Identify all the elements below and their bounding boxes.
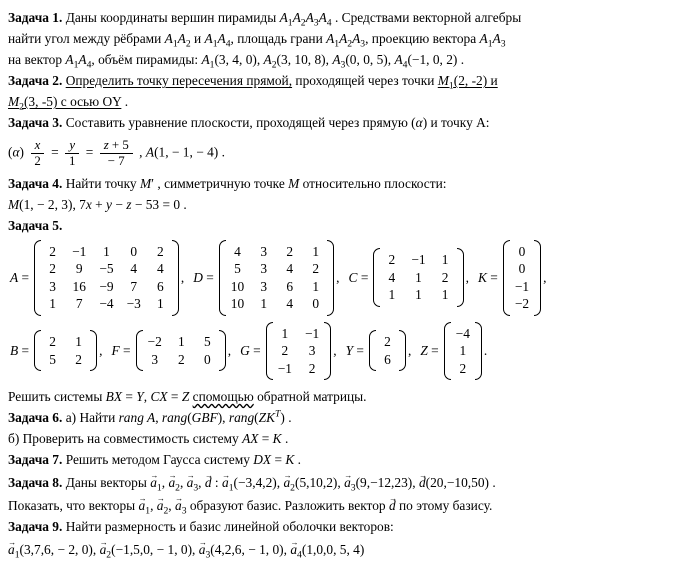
- task9-line2: → $a_1(3,7,6$, − 2, 0), → $a_2(-1,5,0$, − 1, 0), → $a_3(4,2,6$, − 1, 0), → $a_4(1,0,0$, 5, 4): [8, 537, 665, 560]
- task6-line2: б) Проверить на совместимость систему AX = K .: [8, 431, 289, 447]
- task3-formula: (α) $\frac{x}{2}$ = $\frac{y}{1}$ = $\frac{z + 5}{- 7}$ , A(1, − 1, − 4) .: [8, 138, 225, 168]
- matrix-cell: −2: [514, 296, 530, 312]
- matrix-cell: 1: [459, 343, 467, 359]
- matrix-separator: ,: [407, 342, 412, 358]
- paren-right: [324, 322, 331, 381]
- matrix-A: [8, 240, 191, 316]
- matrix-cell: 2: [49, 334, 56, 350]
- matrix-cell: 1: [49, 296, 56, 312]
- matrix-cell: 7: [75, 296, 83, 312]
- matrix-separator: ,: [227, 342, 232, 358]
- matrix-cell: 9: [75, 261, 83, 277]
- vector-arrow: → d: [419, 470, 426, 493]
- task2-line1: Задача 2. Определить точку пересечения прямой, проходящей через точки $M_1(2$, -2) и: [8, 73, 498, 92]
- matrix-Y: [344, 330, 419, 371]
- matrix-cell: 2: [384, 334, 391, 350]
- matrix-cell: −3: [126, 296, 141, 312]
- matrix-cell: 3: [260, 243, 268, 259]
- paren-right: [172, 240, 179, 316]
- matrix-cell: 10: [230, 296, 245, 312]
- matrix-cell: 4: [156, 261, 164, 277]
- matrix-cell: −1: [72, 243, 87, 259]
- vector-arrow: → a: [187, 470, 194, 493]
- task3-line1: Задача 3. Составить уравнение плоскости, проходящей через прямую (α) и точку А:: [8, 115, 490, 130]
- matrix-cell: 1: [388, 287, 396, 303]
- matrix-cell: 5: [49, 351, 56, 367]
- fraction: $\frac{z + 5}{- 7}$: [100, 138, 133, 169]
- matrix-cell: 1: [260, 296, 268, 312]
- vector-arrow: → a: [8, 537, 15, 560]
- matrix-label: G =: [240, 342, 261, 358]
- matrix-cell: −4: [455, 325, 470, 341]
- matrix-cell: 3: [260, 261, 268, 277]
- matrix-separator: ,: [465, 269, 469, 285]
- matrix-cell: 3: [151, 351, 159, 367]
- matrix-separator: ,: [99, 342, 103, 358]
- task8-line2: Показать, что векторы → $a_1$, → $a_2$, → $a_3$ образуют базис. Разложить вектор → d по этому базису.: [8, 493, 665, 516]
- matrix-cell: −9: [99, 278, 114, 294]
- matrix-label: F =: [111, 342, 131, 358]
- paren-right: [219, 330, 226, 371]
- matrix-cell: 6: [156, 278, 164, 294]
- paren-left: [503, 240, 510, 316]
- paren-right: [475, 322, 482, 381]
- matrix-cell: 0: [518, 243, 526, 259]
- paren-left: [219, 240, 226, 316]
- matrix-separator: ,: [333, 342, 337, 358]
- matrix-cell: 16: [72, 278, 86, 294]
- matrix-Z: [418, 322, 494, 381]
- vector-arrow: → a: [157, 493, 164, 516]
- matrix-cell: −1: [411, 252, 426, 268]
- matrix-cell: 7: [130, 278, 138, 294]
- matrix-cell: 2: [177, 351, 185, 367]
- matrix-F: [109, 330, 238, 371]
- task4-line1: Задача 4. Найти точку M′ , симметричную точке M относительно плоскости:: [8, 175, 447, 191]
- matrix-cell: 4: [286, 261, 294, 277]
- matrix-cell: 2: [49, 243, 56, 259]
- matrix-cell: 1: [441, 252, 449, 268]
- matrix-cell: 5: [203, 334, 211, 350]
- matrix-cell: 2: [49, 261, 56, 277]
- matrix-cell: 0: [312, 296, 320, 312]
- matrix-cell: 2: [75, 351, 82, 367]
- vector-arrow: → d: [389, 493, 396, 516]
- matrix-cell: 1: [281, 325, 289, 341]
- matrix-cell: 2: [441, 269, 449, 285]
- paren-left: [369, 330, 376, 371]
- task1-line3: на вектор $A_1A_4$, объём пирамиды: $A_1(3$, 4, 0), $A_2(3$, 10, 8), $A_3(0$, 0, 5), $A_4(-1$, 0, 2) .: [8, 52, 465, 71]
- matrix-cell: 6: [286, 278, 294, 294]
- matrix-cell: 2: [281, 343, 289, 359]
- matrix-K: [476, 240, 553, 316]
- matrix-cell: −1: [304, 325, 320, 341]
- paren-left: [34, 330, 41, 371]
- paren-right: [399, 330, 406, 371]
- matrix-cell: −1: [514, 278, 530, 294]
- matrix-cell: 1: [312, 278, 320, 294]
- matrix-cell: 2: [286, 243, 294, 259]
- matrix-B: [8, 330, 109, 371]
- paren-left: [34, 240, 41, 316]
- matrix-label: D =: [193, 269, 214, 285]
- matrix-label: C =: [348, 269, 369, 285]
- matrix-cell: 2: [308, 360, 316, 376]
- vector-arrow: → a: [139, 493, 146, 516]
- task5-label: Задача 5.: [8, 217, 63, 233]
- matrix-cell: 4: [286, 296, 294, 312]
- matrix-cell: 1: [75, 334, 82, 350]
- matrix-cell: 2: [388, 252, 396, 268]
- paren-right: [327, 240, 334, 316]
- matrix-cell: −4: [99, 296, 114, 312]
- matrix-cell: 0: [203, 351, 211, 367]
- matrix-label: Y =: [345, 342, 364, 358]
- vector-arrow: → d: [205, 470, 212, 493]
- matrix-cell: −2: [147, 334, 162, 350]
- matrix-D: [191, 240, 346, 316]
- fraction: $\frac{x}{2}$: [30, 138, 44, 169]
- vector-arrow: → a: [175, 493, 182, 516]
- fraction: $\frac{y}{1}$: [65, 138, 79, 169]
- vector-arrow: → a: [150, 470, 157, 493]
- matrix-cell: 4: [130, 261, 138, 277]
- task5-matrix-row-1: [8, 240, 665, 316]
- matrix-cell: 1: [177, 334, 185, 350]
- paren-right: [457, 248, 464, 307]
- vector-arrow: → a: [100, 537, 107, 560]
- matrix-G: [238, 322, 343, 381]
- paren-left: [444, 322, 451, 381]
- matrix-cell: 2: [156, 243, 164, 259]
- matrix-cell: −1: [277, 360, 292, 376]
- matrix-C: [347, 248, 476, 307]
- matrix-cell: 10: [230, 278, 245, 294]
- matrix-cell: 0: [130, 243, 138, 259]
- matrix-cell: 1: [441, 287, 449, 303]
- matrix-separator: ,: [336, 269, 340, 285]
- vector-arrow: → a: [222, 470, 229, 493]
- matrix-cell: 1: [156, 296, 164, 312]
- matrix-separator: ,: [180, 269, 185, 285]
- matrix-cell: 1: [415, 269, 422, 285]
- task5-solve-line: Решить системы BX = Y, CX = Z спомощью обратной матрицы.: [8, 389, 367, 405]
- matrix-cell: 3: [260, 278, 268, 294]
- matrix-cell: 0: [518, 261, 526, 277]
- task1-line2: найти угол между рёбрами $A_1A_2$ и $A_1A_4$, площадь грани $A_1A_2A_3$, проекцию вектора $A_1A_3$: [8, 31, 506, 50]
- matrix-label: B =: [10, 342, 30, 358]
- matrix-cell: 6: [384, 351, 391, 367]
- matrix-cell: 2: [312, 261, 320, 277]
- paren-left: [266, 322, 273, 381]
- matrix-separator: .: [483, 342, 488, 358]
- matrix-cell: 1: [415, 287, 422, 303]
- matrix-cell: 2: [459, 360, 467, 376]
- matrix-separator: ,: [543, 269, 547, 285]
- vector-arrow: → a: [199, 537, 206, 560]
- paren-right: [90, 330, 97, 371]
- task1-line1: Задача 1. Даны координаты вершин пирамиды $A_1A_2A_3A_4$ . Средствами векторной алгебры: [8, 10, 522, 29]
- matrix-cell: 4: [234, 243, 241, 259]
- task5-matrix-row-2: [8, 322, 665, 381]
- matrix-cell: 3: [308, 343, 316, 359]
- matrix-label: A =: [10, 269, 30, 285]
- matrix-cell: −5: [99, 261, 114, 277]
- paren-right: [534, 240, 541, 316]
- task9-line1: Задача 9. Найти размерность и базис линейной оболочки векторов:: [8, 519, 394, 535]
- vector-arrow: → a: [344, 470, 351, 493]
- matrix-cell: 1: [312, 243, 320, 259]
- matrix-cell: 3: [49, 278, 56, 294]
- paren-left: [373, 248, 380, 307]
- task2-line2: $M_2(3$, -5) с осью OY .: [8, 94, 129, 113]
- vector-arrow: → a: [290, 537, 297, 560]
- vector-arrow: → a: [283, 470, 290, 493]
- matrix-cell: 1: [103, 243, 110, 259]
- task6-line1: Задача 6. а) Найти rang A, rang(GBF), $rang(ZK^T)$ .: [8, 408, 292, 426]
- task8-line1: Задача 8. Даны векторы → $a_1$, → $a_2$, → $a_3$, → d : → $a_1(-3,4,2)$, → $a_2(5,10,2)$, → $a_3(9,-12,23)$, → d(20,−10,50) .: [8, 470, 665, 493]
- task7-line: Задача 7. Решить методом Гаусса систему DX = K .: [8, 452, 301, 468]
- matrix-cell: 4: [388, 269, 396, 285]
- matrix-cell: 5: [234, 261, 241, 277]
- matrix-label: Z =: [420, 342, 439, 358]
- vector-arrow: → a: [168, 470, 175, 493]
- paren-left: [136, 330, 143, 371]
- task4-line2: M(1, − 2, 3), 7x + y − z − 53 = 0 .: [8, 196, 187, 212]
- matrix-label: K =: [477, 269, 498, 285]
